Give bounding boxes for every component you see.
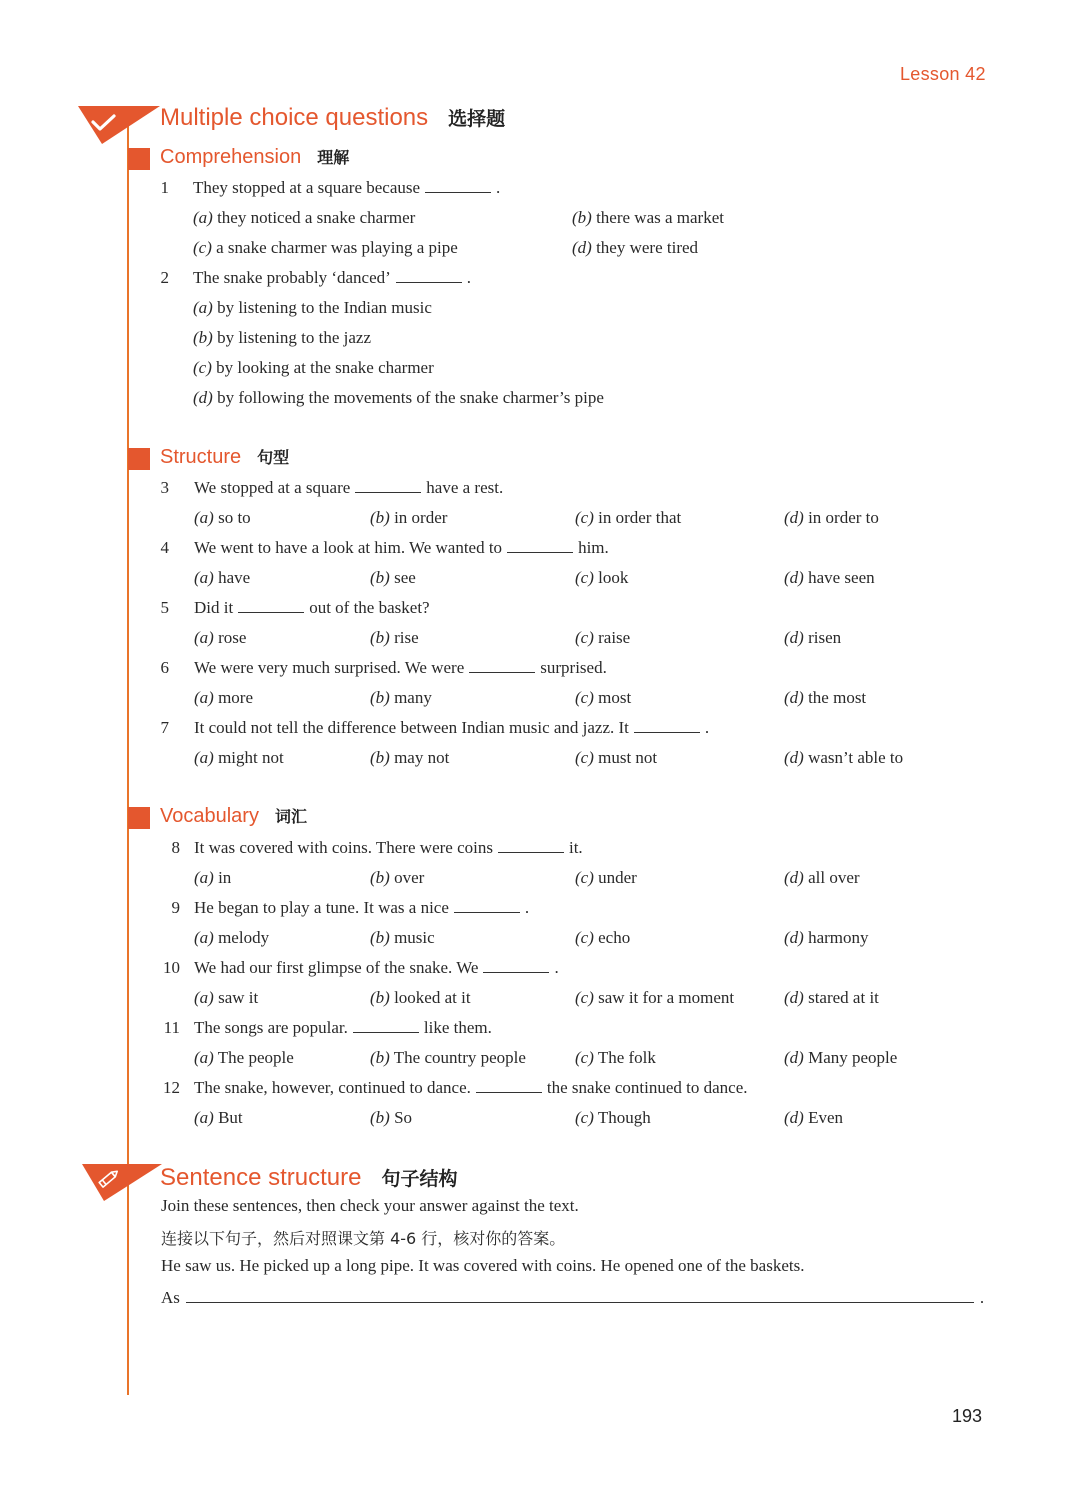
option-c[interactable]: (c) Though [575, 1108, 651, 1127]
sentence-structure-title-en: Sentence structure [160, 1164, 362, 1191]
sentence-structure-title [160, 1164, 457, 1192]
question-text: The songs are popular. [194, 1018, 348, 1037]
structure-marker [128, 448, 150, 470]
question-number: 12 [163, 1078, 180, 1097]
question-text: The snake, however, continued to dance. [194, 1078, 471, 1097]
option-d[interactable]: (d) all over [784, 868, 860, 887]
answer-input-line[interactable] [186, 1286, 974, 1303]
answer-blank[interactable] [238, 598, 304, 613]
sentence-structure-title-zh: 句子结构 [381, 1168, 458, 1190]
question-text: We were very much surprised. We were [194, 658, 465, 677]
option-b[interactable]: (b) looked at it [370, 988, 471, 1007]
option-d[interactable]: (d) Many people [784, 1048, 898, 1067]
option-a[interactable]: (a) by listening to the Indian music [193, 298, 432, 317]
question-text: We went to have a look at him. We wanted to [194, 538, 503, 557]
comprehension-heading [160, 145, 349, 169]
option-a[interactable]: (a) But [194, 1108, 243, 1127]
question-text-end: the snake continued to dance. [546, 1078, 748, 1097]
question-text: He began to play a tune. It was a nice [194, 898, 449, 917]
question-number: 8 [171, 838, 180, 857]
question-text: The snake probably ‘danced’ [193, 268, 391, 287]
question-text: It could not tell the difference between Indian music and jazz. It [194, 718, 629, 737]
checkmark-icon [78, 106, 160, 146]
option-d[interactable]: (d) harmony [784, 928, 869, 947]
question-number: 2 [160, 268, 169, 287]
option-d[interactable]: (d) wasn’t able to [784, 748, 904, 767]
option-c[interactable]: (c) look [575, 568, 629, 587]
question-text-end: it. [568, 838, 583, 857]
comprehension-marker [128, 148, 150, 170]
margin-rule [127, 115, 129, 1395]
instruction-text: Join these sentences, then check your answer against the text. [161, 1196, 579, 1215]
question-text-end: surprised. [540, 658, 607, 677]
page-number: 193 [952, 1406, 983, 1426]
comprehension-title-zh: 理解 [317, 148, 350, 167]
option-b[interactable]: (b) by listening to the jazz [193, 328, 371, 347]
option-a[interactable]: (a) melody [194, 928, 270, 947]
option-d[interactable]: (d) stared at it [784, 988, 879, 1007]
option-c[interactable]: (c) in order that [575, 508, 682, 527]
question-number: 7 [160, 718, 169, 737]
question-text-end: have a rest. [426, 478, 504, 497]
question-number: 1 [160, 178, 169, 197]
mcq-title-en: Multiple choice questions [160, 104, 429, 131]
option-b[interactable]: (b) So [370, 1108, 413, 1127]
option-c[interactable]: (c) must not [575, 748, 658, 767]
answer-blank[interactable] [396, 268, 462, 283]
answer-blank[interactable] [355, 478, 421, 493]
option-b[interactable]: (b) there was a market [572, 208, 724, 227]
option-c[interactable]: (c) echo [575, 928, 631, 947]
question-text-end: him. [578, 538, 609, 557]
question-text-end: . [704, 718, 710, 737]
question-number: 10 [163, 958, 180, 977]
question-text: We stopped at a square [194, 478, 351, 497]
question-text-end: . [466, 268, 472, 287]
option-c[interactable]: (c) most [575, 688, 632, 707]
option-a[interactable]: (a) so to [194, 508, 251, 527]
answer-blank[interactable] [454, 898, 520, 913]
structure-title-zh: 句型 [257, 448, 290, 467]
vocabulary-marker [128, 807, 150, 829]
option-c[interactable]: (c) by looking at the snake charmer [193, 358, 434, 377]
answer-blank[interactable] [483, 958, 549, 973]
answer-blank[interactable] [634, 718, 700, 733]
option-d[interactable]: (d) the most [784, 688, 867, 707]
option-a[interactable]: (a) in [194, 868, 232, 887]
vocabulary-heading [160, 804, 307, 828]
question-number: 4 [160, 538, 169, 557]
option-d[interactable]: (d) by following the movements of the snake charmer’s pipe [193, 388, 604, 407]
question-text-end: . [496, 178, 501, 197]
option-a[interactable]: (a) might not [194, 748, 284, 767]
question-number: 11 [163, 1018, 180, 1037]
option-c[interactable]: (c) raise [575, 628, 631, 647]
comprehension-title: Comprehension [160, 146, 302, 168]
instruction-text-zh: 连接以下句子，然后对照课文第 4-6 行，核对你的答案。 [161, 1229, 566, 1248]
option-d[interactable]: (d) in order to [784, 508, 879, 527]
option-d[interactable]: (d) Even [784, 1108, 844, 1127]
answer-blank[interactable] [425, 178, 491, 193]
question-number: 3 [160, 478, 169, 497]
answer-blank[interactable] [498, 838, 564, 853]
mcq-title [160, 104, 505, 132]
answer-prefix: As [161, 1288, 180, 1307]
option-d[interactable]: (d) they were tired [572, 238, 699, 257]
option-a[interactable]: (a) more [194, 688, 254, 707]
option-d[interactable]: (d) risen [784, 628, 842, 647]
option-a[interactable]: (a) have [194, 568, 251, 587]
question-text-end: . [524, 898, 530, 917]
structure-title: Structure [160, 446, 242, 468]
option-b[interactable]: (b) The country people [370, 1048, 526, 1067]
option-c[interactable]: (c) a snake charmer was playing a pipe [193, 238, 458, 257]
option-a[interactable]: (a) they noticed a snake charmer [193, 208, 416, 227]
option-c[interactable]: (c) saw it for a moment [575, 988, 735, 1007]
answer-blank[interactable] [507, 538, 573, 553]
question-number: 5 [160, 598, 169, 617]
answer-line [161, 1286, 984, 1308]
mcq-title-zh: 选择题 [448, 108, 506, 130]
option-c[interactable]: (c) The folk [575, 1048, 656, 1067]
question-text: They stopped at a square because [193, 178, 421, 197]
option-b[interactable]: (b) music [370, 928, 435, 947]
structure-heading [160, 445, 289, 469]
question-text: We had our first glimpse of the snake. We [194, 958, 479, 977]
question-text-end: . [554, 958, 559, 977]
option-b[interactable]: (b) see [370, 568, 416, 587]
option-b[interactable]: (b) over [370, 868, 425, 887]
pencil-icon [82, 1164, 162, 1202]
option-b[interactable]: (b) in order [370, 508, 448, 527]
question-number: 9 [171, 898, 180, 917]
option-d[interactable]: (d) have seen [784, 568, 875, 587]
answer-blank[interactable] [476, 1078, 542, 1093]
question-text: Did it [194, 598, 234, 617]
question-text: It was covered with coins. There were coins [194, 838, 493, 857]
answer-blank[interactable] [469, 658, 535, 673]
answer-end: . [979, 1288, 985, 1307]
question-text-end: like them. [423, 1018, 492, 1037]
question-number: 6 [160, 658, 169, 677]
vocabulary-title-zh: 词汇 [274, 807, 307, 826]
option-b[interactable]: (b) may not [370, 748, 450, 767]
answer-blank[interactable] [353, 1018, 419, 1033]
vocabulary-title: Vocabulary [160, 805, 259, 827]
question-text-end: out of the basket? [309, 598, 430, 617]
option-b[interactable]: (b) many [370, 688, 432, 707]
option-a[interactable]: (a) The people [194, 1048, 294, 1067]
sentences-to-join: He saw us. He picked up a long pipe. It was covered with coins. He opened one of the baskets. [161, 1256, 805, 1275]
option-c[interactable]: (c) under [575, 868, 637, 887]
option-b[interactable]: (b) rise [370, 628, 419, 647]
option-a[interactable]: (a) rose [194, 628, 247, 647]
option-a[interactable]: (a) saw it [194, 988, 259, 1007]
lesson-label: Lesson 42 [900, 64, 986, 84]
